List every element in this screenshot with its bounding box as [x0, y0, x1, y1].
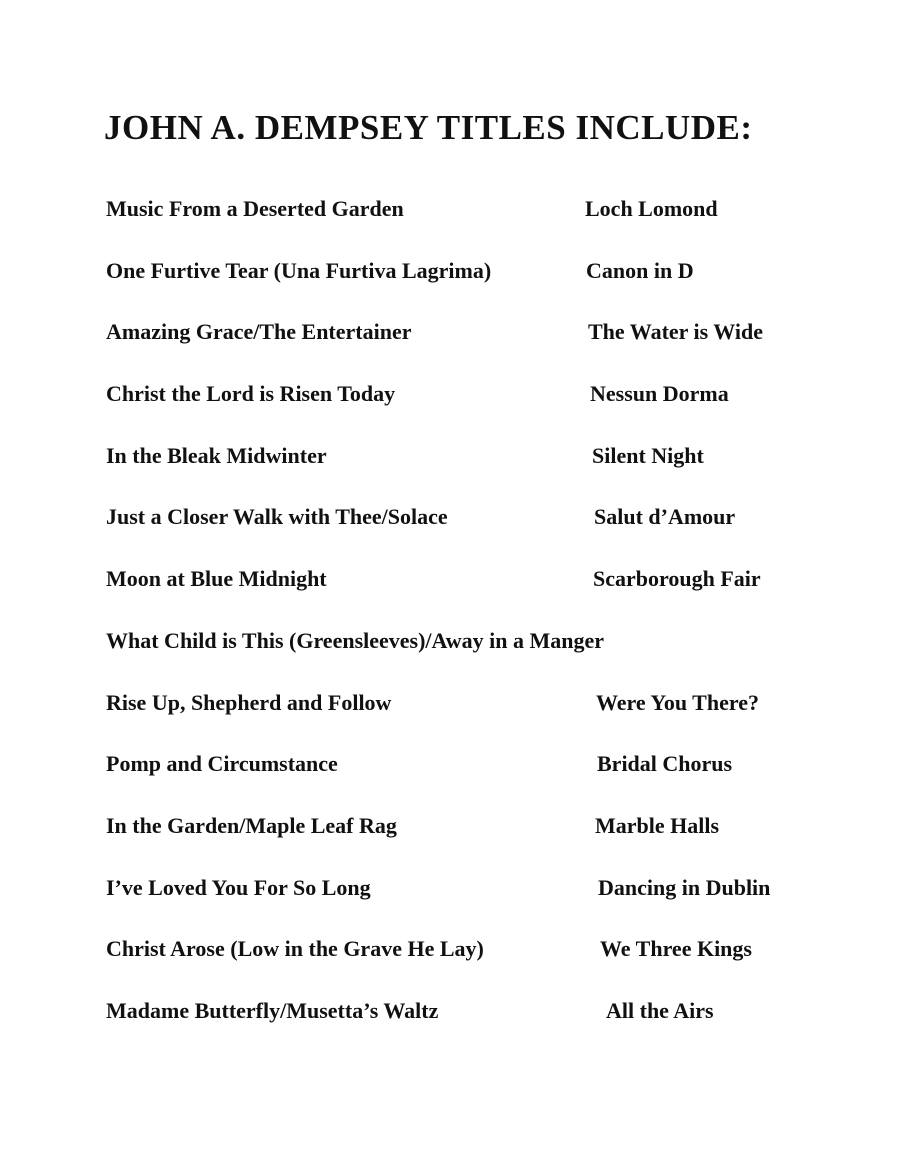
- title-left: Madame Butterfly/Musetta’s Waltz: [106, 997, 439, 1023]
- title-left: Rise Up, Shepherd and Follow: [106, 689, 392, 715]
- title-right: Loch Lomond: [585, 196, 718, 221]
- title-right: Silent Night: [592, 442, 704, 468]
- title-left: In the Bleak Midwinter: [106, 442, 327, 468]
- title-row: [106, 747, 806, 809]
- title-row: [106, 624, 806, 686]
- title-row: [106, 377, 806, 439]
- title-right: Dancing in Dublin: [598, 874, 771, 900]
- title-left: In the Garden/Maple Leaf Rag: [106, 812, 397, 838]
- title-left: Christ Arose (Low in the Grave He Lay): [106, 936, 484, 962]
- title-left: One Furtive Tear (Una Furtiva Lagrima): [106, 257, 492, 283]
- title-left: Amazing Grace/The Entertainer: [106, 319, 412, 345]
- title-left: Pomp and Circumstance: [106, 751, 338, 777]
- title-row: [106, 315, 806, 377]
- titles-list: [106, 192, 806, 1056]
- title-left: I’ve Loved You For So Long: [106, 874, 371, 900]
- title-full-width: What Child is This (Greensleeves)/Away in a Manger: [106, 627, 605, 653]
- title-right: All the Airs: [606, 997, 714, 1023]
- title-right: Marble Halls: [595, 812, 720, 838]
- title-row: [106, 809, 806, 871]
- title-left: Music From a Deserted Garden: [106, 196, 404, 221]
- title-right: The Water is Wide: [588, 319, 764, 345]
- title-right: We Three Kings: [600, 936, 752, 962]
- title-right: Were You There?: [596, 689, 759, 715]
- page-title: JOHN A. DEMPSEY TITLES INCLUDE:: [104, 108, 753, 147]
- title-row: [106, 562, 806, 624]
- title-row: [106, 192, 806, 254]
- title-row: [106, 439, 806, 501]
- title-left: Just a Closer Walk with Thee/Solace: [106, 504, 448, 530]
- title-right: Scarborough Fair: [593, 566, 761, 592]
- title-row: [106, 994, 806, 1056]
- title-right: Salut d’Amour: [594, 504, 736, 530]
- title-row: [106, 871, 806, 933]
- title-right: Canon in D: [586, 257, 694, 283]
- title-left: Christ the Lord is Risen Today: [106, 381, 396, 407]
- title-row: [106, 932, 806, 994]
- title-right: Bridal Chorus: [597, 751, 733, 777]
- title-right: Nessun Dorma: [590, 381, 729, 407]
- title-row: [106, 500, 806, 562]
- title-row: [106, 686, 806, 748]
- title-left: Moon at Blue Midnight: [106, 566, 327, 592]
- title-row: [106, 254, 806, 316]
